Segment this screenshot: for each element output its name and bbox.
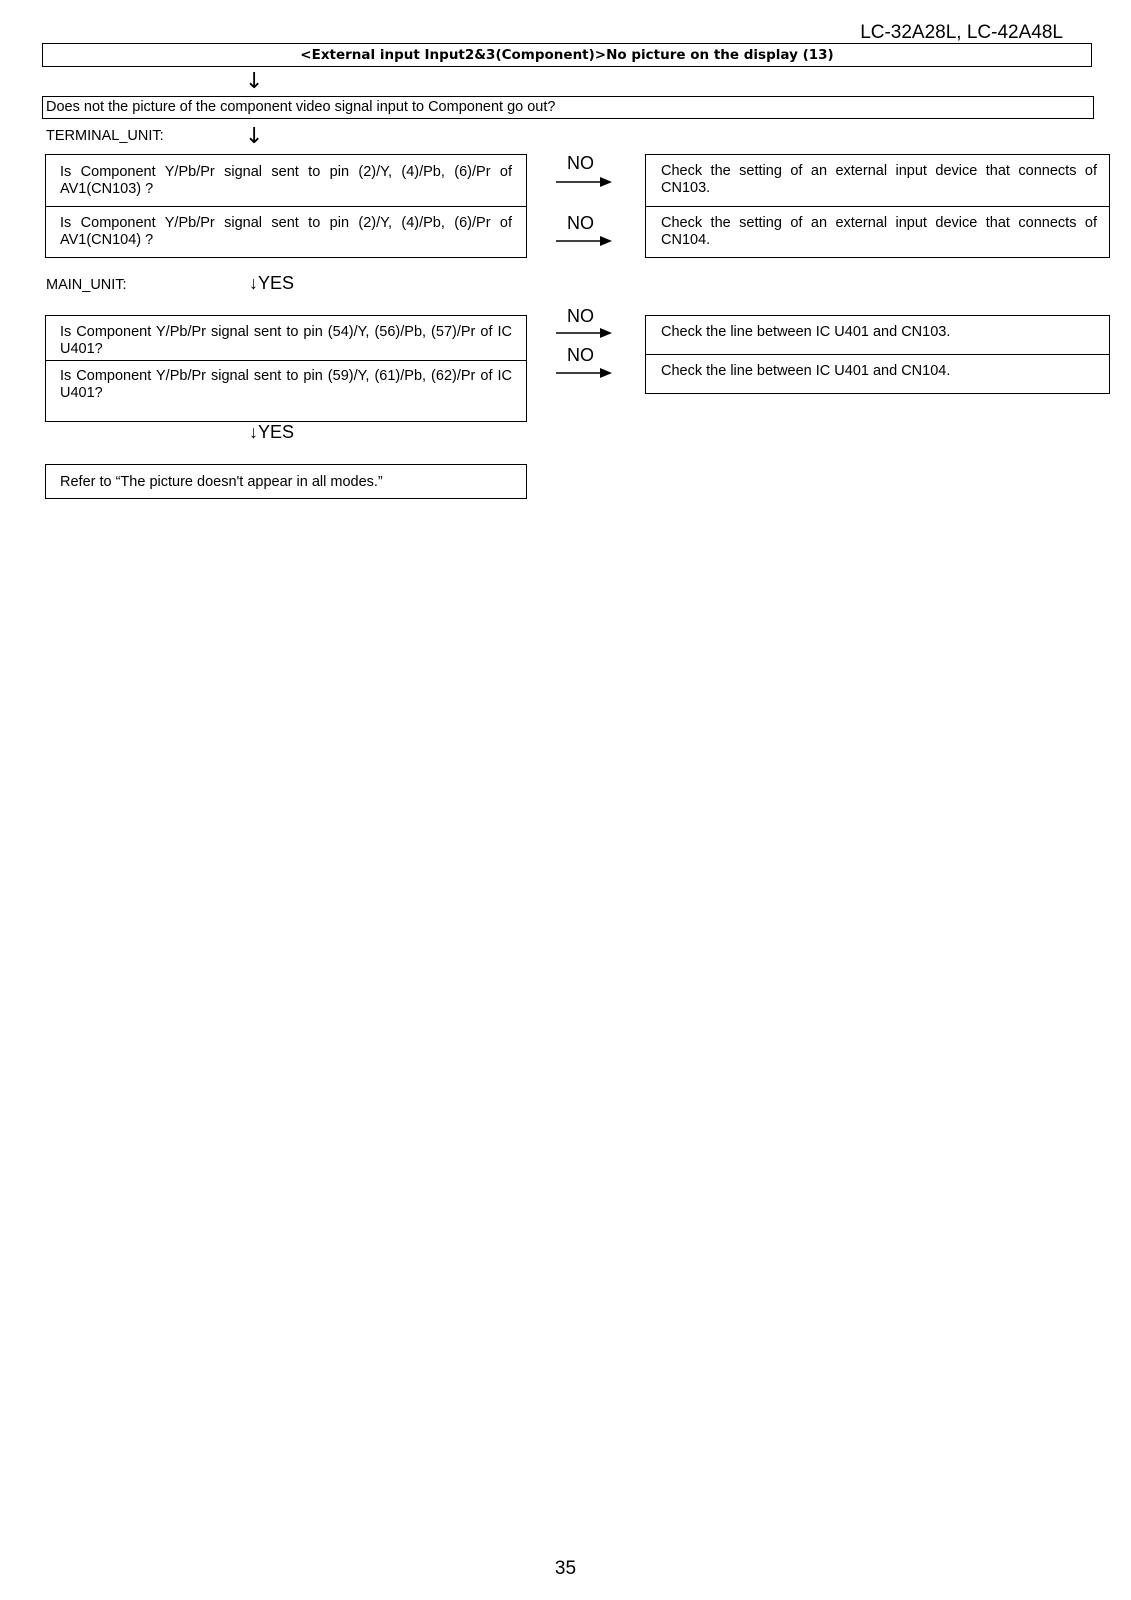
no-label-2: NO (567, 213, 594, 233)
main-question: Does not the picture of the component video signal input to Component go out? (46, 99, 556, 115)
no-label-1: NO (567, 153, 594, 173)
divider (46, 360, 526, 361)
main-question-group (45, 315, 527, 422)
terminal-action-2: Check the setting of an external input device that connects of CN104. (661, 215, 1097, 248)
yes-label-2: ↓YES (249, 422, 295, 442)
main-action-2: Check the line between IC U401 and CN104. (661, 363, 951, 379)
main-question-2: Is Component Y/Pb/Pr signal sent to pin (59)/Y, (61)/Pb, (62)/Pr of IC U401? (60, 368, 512, 401)
terminal-question-2: Is Component Y/Pb/Pr signal sent to pin (2)/Y, (4)/Pb, (6)/Pr of AV1(CN104) ? (60, 215, 512, 248)
arrow-right-icon (556, 367, 612, 379)
page-number: 35 (554, 1558, 577, 1579)
main-unit-label: MAIN_UNIT: (46, 277, 127, 293)
terminal-question-group (45, 154, 527, 258)
terminal-question-1: Is Component Y/Pb/Pr signal sent to pin (2)/Y, (4)/Pb, (6)/Pr of AV1(CN103) ? (60, 164, 512, 197)
arrow-down-2: ↓ (245, 124, 264, 149)
no-label-4: NO (567, 345, 594, 365)
arrow-right-icon (556, 327, 612, 339)
terminal-action-group (645, 154, 1110, 258)
terminal-unit-label: TERMINAL_UNIT: (46, 128, 164, 144)
section-title: <External input Input2&3(Component)>No picture on the display (13) (42, 43, 1092, 67)
arrow-right-icon (556, 176, 612, 188)
arrow-down-1: ↓ (245, 69, 264, 94)
model-number: LC-32A28L, LC-42A48L (860, 22, 1063, 43)
main-question-box (42, 96, 1094, 119)
refer-text: Refer to “The picture doesn't appear in all modes.” (60, 474, 383, 490)
main-question-1: Is Component Y/Pb/Pr signal sent to pin (54)/Y, (56)/Pb, (57)/Pr of IC U401? (60, 324, 512, 357)
main-action-1: Check the line between IC U401 and CN103. (661, 324, 951, 340)
yes-label-1: ↓YES (249, 273, 295, 293)
divider (646, 206, 1109, 207)
divider (646, 354, 1109, 355)
divider (46, 206, 526, 207)
no-label-3: NO (567, 306, 594, 326)
terminal-action-1: Check the setting of an external input device that connects of CN103. (661, 163, 1097, 196)
refer-box (45, 464, 527, 499)
arrow-right-icon (556, 235, 612, 247)
main-action-group (645, 315, 1110, 394)
